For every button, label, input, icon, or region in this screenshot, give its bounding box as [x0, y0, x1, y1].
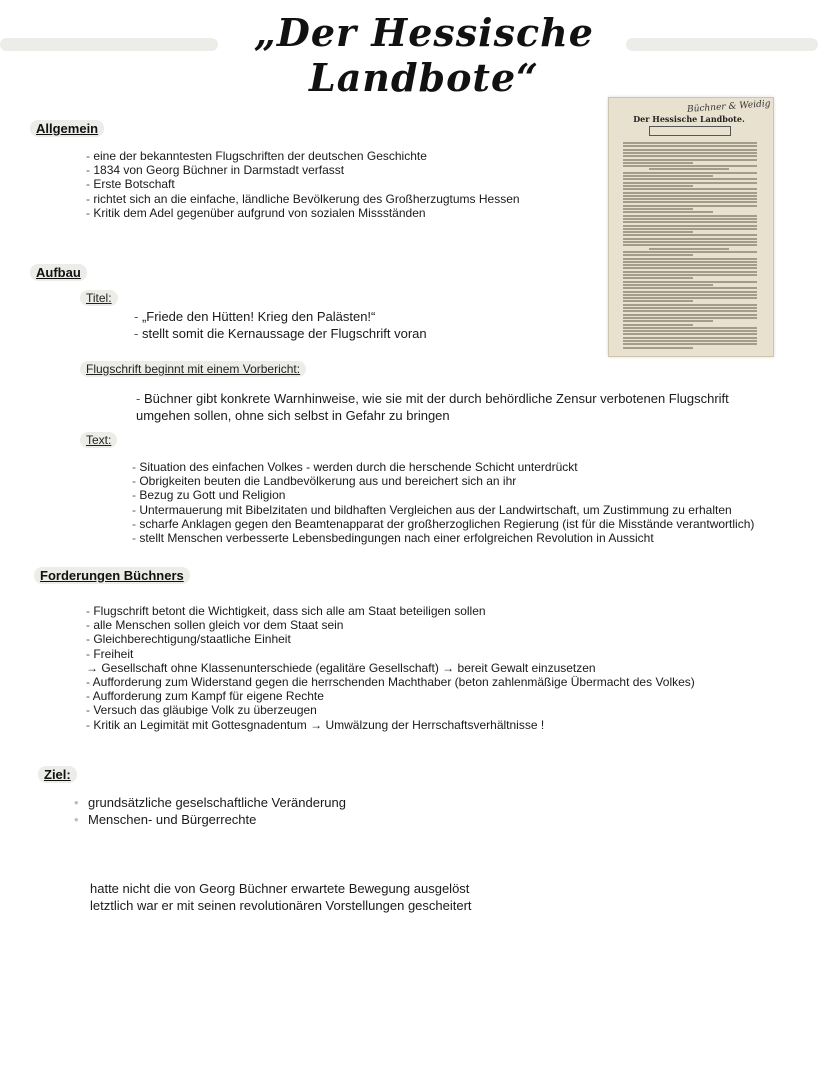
title-banner	[0, 0, 828, 100]
document-text-line	[623, 241, 757, 243]
document-text-line	[623, 267, 757, 269]
document-text-line	[623, 162, 693, 164]
subheading-vorbericht: Flugschrift beginnt mit einem Vorbericht:	[80, 361, 306, 377]
list-item: • grundsätzliche geselschaftliche Veränderung	[74, 795, 346, 812]
document-text-line	[623, 142, 757, 144]
colon: :	[108, 291, 112, 305]
document-text-line	[623, 287, 757, 289]
document-text-line	[623, 261, 757, 263]
list-item: - Flugschrift betont die Wichtigkeit, dass sich alle am Staat beteiligen sollen	[86, 604, 695, 618]
document-text-line	[623, 238, 757, 240]
document-text-line	[623, 297, 757, 299]
document-text-line	[623, 254, 693, 256]
document-text-line	[623, 145, 757, 147]
document-text-line	[623, 347, 693, 349]
document-text-line	[623, 205, 757, 207]
titel-list	[134, 309, 427, 342]
document-text-line	[623, 320, 713, 322]
page-title: „Der Hessische Landbote“	[254, 10, 594, 100]
subheading-titel-label: Titel	[86, 291, 109, 305]
document-text-line	[623, 343, 757, 345]
vorbericht-list	[136, 391, 746, 424]
document-text-line	[623, 330, 757, 332]
list-item: - stellt somit die Kernaussage der Flugschrift voran	[134, 326, 427, 343]
document-text-line	[623, 228, 757, 230]
list-item: - Situation des einfachen Volkes - werden durch die herschende Schicht unterdrückt	[132, 460, 754, 474]
document-text-line	[623, 198, 757, 200]
document-text-line	[623, 225, 757, 227]
document-text-line	[623, 284, 713, 286]
section-ziel-heading: Ziel:	[38, 766, 77, 783]
list-item: - Kritik dem Adel gegenüber aufgrund von sozialen Missständen	[86, 206, 520, 220]
list-item: - Aufforderung zum Widerstand gegen die herrschenden Machthaber (beton zahlenmäßige Übermacht des Volkes)	[86, 675, 695, 689]
allgemein-list	[86, 149, 520, 220]
list-item: - Kritik an Legimität mit Gottesgnadentum → Umwälzung der Herrschaftsverhältnisse !	[86, 718, 695, 732]
subheading-text-label: Text	[86, 433, 109, 447]
document-header: Der Hessische Landbote.	[633, 114, 745, 124]
list-item: - stellt Menschen verbesserte Lebensbedingungen nach einer erfolgreichen Revolution in Aussicht	[132, 531, 754, 545]
document-text-line	[623, 211, 713, 213]
document-text-line	[623, 300, 693, 302]
list-item-arrow: → Gesellschaft ohne Klassenunterschiede (egalitäre Gesellschaft) → bereit Gewalt einzusetzen	[86, 660, 596, 675]
fazit-line-1: hatte nicht die von Georg Büchner erwartete Bewegung ausgelöst	[90, 881, 470, 896]
document-text-line	[623, 152, 757, 154]
document-subheader-box	[649, 126, 731, 136]
document-text-line	[623, 195, 757, 197]
document-text-line	[623, 304, 757, 306]
document-text-line	[623, 274, 757, 276]
fazit-line-2: letztlich war er mit seinen revolutionären Vorstellungen gescheitert	[90, 897, 472, 913]
document-text-line	[623, 291, 757, 293]
subheading-titel	[80, 290, 118, 306]
document-text-line	[623, 159, 757, 161]
list-item: - scharfe Anklagen gegen den Beamtenapparat der großherzoglichen Regierung (ist für die Misstände verantwortlich)	[132, 517, 754, 531]
document-text-line	[623, 185, 693, 187]
list-item: - Untermauerung mit Bibelzitaten und bildhaften Vergleichen aus der Landwirtschaft, um Zustimmung zu erhalten	[132, 503, 754, 517]
list-item: - 1834 von Georg Büchner in Darmstadt verfasst	[86, 163, 520, 177]
document-text-line	[623, 215, 757, 217]
subheading-text	[80, 432, 117, 448]
document-text-line	[623, 165, 757, 167]
section-allgemein-heading: Allgemein	[30, 120, 104, 137]
forderungen-list	[86, 604, 695, 732]
landbote-document-image	[608, 97, 774, 357]
section-forderungen-heading: Forderungen Büchners	[34, 567, 190, 584]
list-item: - Freiheit	[86, 647, 695, 661]
document-text-line	[623, 201, 757, 203]
document-text-line	[623, 337, 757, 339]
list-item: - „Friede den Hütten! Krieg den Palästen!“	[134, 309, 427, 326]
document-text-line	[623, 231, 693, 233]
list-item: - Büchner gibt konkrete Warnhinweise, wie sie mit der durch behördliche Zensur verbotenen Flugschrift umgehen sollen, ohne sich selbst in Gefahr zu bringen	[136, 391, 746, 424]
document-text-line	[623, 271, 757, 273]
document-text-line	[623, 314, 757, 316]
list-item: - Obrigkeiten beuten die Landbevölkerung aus und bereichert sich an ihr	[132, 474, 754, 488]
colon: :	[108, 433, 112, 447]
document-text-line	[623, 281, 757, 283]
document-text-line	[623, 221, 757, 223]
document-text-line	[623, 327, 757, 329]
list-item: - Versuch das gläubige Volk zu überzeugen	[86, 703, 695, 717]
list-item: - Aufforderung zum Kampf für eigene Rechte	[86, 689, 695, 703]
title-decoration-right	[626, 38, 818, 51]
document-text-line	[623, 317, 757, 319]
document-text-line	[649, 248, 729, 250]
document-text-line	[623, 188, 757, 190]
list-item: - eine der bekanntesten Flugschriften der deutschen Geschichte	[86, 149, 520, 163]
document-text-line	[623, 149, 757, 151]
document-text-line	[623, 178, 757, 180]
document-text-line	[623, 155, 757, 157]
document-text-line	[649, 168, 729, 170]
list-item: - richtet sich an die einfache, ländliche Bevölkerung des Großherzugtums Hessen	[86, 192, 520, 206]
document-text-line	[623, 251, 757, 253]
document-text-line	[623, 258, 757, 260]
list-item: - alle Menschen sollen gleich vor dem Staat sein	[86, 618, 695, 632]
document-text-line	[623, 294, 757, 296]
document-text-line	[623, 310, 757, 312]
document-text-line	[623, 208, 693, 210]
document-text-line	[623, 182, 757, 184]
document-text-line	[623, 340, 757, 342]
document-text-line	[623, 277, 693, 279]
document-text-line	[623, 192, 757, 194]
list-item: - Bezug zu Gott und Religion	[132, 488, 754, 502]
text-list	[132, 460, 754, 545]
document-text-line	[623, 172, 757, 174]
list-item: - Gleichberechtigung/staatliche Einheit	[86, 632, 695, 646]
document-text-line	[623, 324, 693, 326]
fazit-text	[90, 881, 472, 914]
document-text-line	[623, 234, 757, 236]
document-text-line	[623, 244, 757, 246]
title-decoration-left	[0, 38, 218, 51]
list-item: • Menschen- und Bürgerrechte	[74, 812, 346, 829]
list-item: - Erste Botschaft	[86, 177, 520, 191]
document-text-line	[623, 333, 757, 335]
document-text-line	[623, 175, 713, 177]
document-text-line	[623, 307, 757, 309]
document-text-line	[623, 264, 757, 266]
handwritten-signature: Büchner & Weidig	[686, 99, 771, 115]
ziel-list	[74, 795, 346, 828]
section-aufbau-heading: Aufbau	[30, 264, 87, 281]
document-text-line	[623, 218, 757, 220]
